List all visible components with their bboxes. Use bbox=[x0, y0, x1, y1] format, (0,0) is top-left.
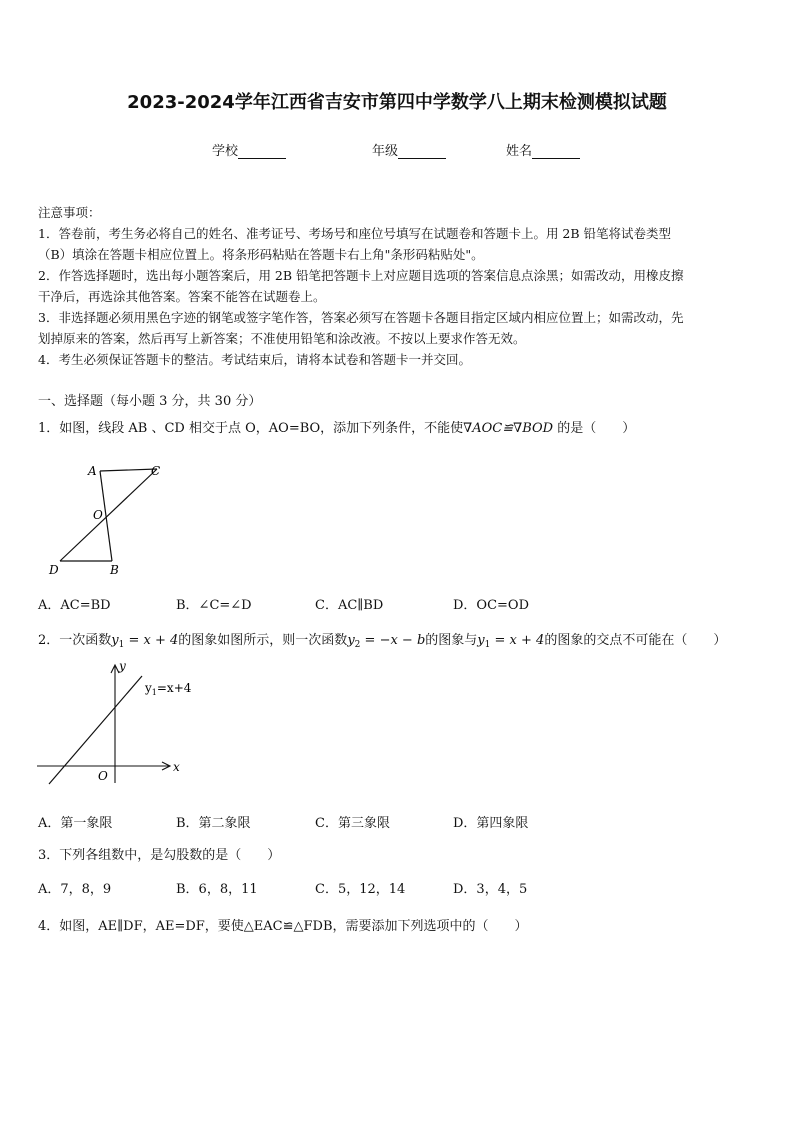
note-line: 4．考生必须保证答题卡的整洁。考试结束后，请将本试卷和答题卡一并交回。 bbox=[38, 352, 471, 367]
q2-math-3 bbox=[477, 633, 544, 648]
note-line: 1．答卷前，考生务必将自己的姓名、准考证号、考场号和座位号填写在试题卷和答题卡上。用 2B 铅笔将试卷类型 bbox=[38, 226, 672, 241]
q2-text-pre: 2．一次函数 bbox=[38, 633, 112, 648]
q2-math-3-sub: 1 bbox=[484, 640, 491, 650]
name-label: 姓名 bbox=[506, 144, 533, 159]
q2-math-2-rest: = −x − b bbox=[360, 633, 426, 648]
q2-math-2-sub: 2 bbox=[354, 640, 361, 650]
q1-figure bbox=[40, 458, 170, 583]
note-line: （B）填涂在答题卡相应位置上。将条形码粘贴在答题卡右上角"条形码粘贴处"。 bbox=[38, 247, 484, 262]
q2-option-a: A．第一象限 bbox=[38, 816, 113, 831]
name-blank bbox=[532, 145, 580, 159]
label-o: O bbox=[93, 508, 103, 522]
q1-math: ∇AOC≌∇BOD bbox=[463, 421, 554, 436]
note-line: 干净后，再选涂其他答案。答案不能答在试题卷上。 bbox=[38, 289, 326, 304]
q3-option-b: B．6，8，11 bbox=[176, 882, 258, 897]
axis-label-x: x bbox=[173, 760, 180, 774]
q1-text-post: 的是（ ） bbox=[553, 421, 636, 436]
name-field bbox=[506, 140, 580, 159]
label-a: A bbox=[88, 464, 97, 478]
line-label-var: y bbox=[145, 681, 152, 695]
section-heading: 一、选择题（每小题 3 分，共 30 分） bbox=[38, 394, 262, 409]
question-4: 4．如图，AE∥DF，AE=DF，要使△EAC≌△FDB，需要添加下列选项中的（ ） bbox=[38, 919, 528, 934]
q2-math-2 bbox=[347, 633, 425, 648]
note-line: 3．非选择题必须用黑色字迹的钢笔或签字笔作答，答案必须写在答题卡各题目指定区域内相应位置上；如需改动，先 bbox=[38, 310, 684, 325]
notes-heading: 注意事项： bbox=[38, 205, 101, 220]
q2-math-1-sub: 1 bbox=[118, 640, 125, 650]
q2-math-1-var: y bbox=[111, 633, 119, 648]
q2-text-mid2: 的图象与 bbox=[425, 633, 478, 648]
q1-option-a: A．AC=BD bbox=[38, 598, 111, 613]
label-b: B bbox=[110, 563, 119, 577]
grade-label: 年级 bbox=[372, 144, 399, 159]
q2-math-3-var: y bbox=[477, 633, 485, 648]
q2-option-d: D．第四象限 bbox=[453, 816, 529, 831]
q2-option-b: B．第二象限 bbox=[176, 816, 251, 831]
q2-math-1 bbox=[111, 633, 178, 648]
q1-text-pre: 1．如图，线段 AB 、CD 相交于点 O，AO=BO，添加下列条件，不能使 bbox=[38, 421, 464, 436]
q3-option-d: D．3，4，5 bbox=[453, 882, 528, 897]
note-line: 划掉原来的答案，然后再写上新答案；不准使用铅笔和涂改液。不按以上要求作答无效。 bbox=[38, 331, 526, 346]
label-c: C bbox=[151, 464, 161, 478]
q1-option-d: D．OC=OD bbox=[453, 598, 530, 613]
line-y1 bbox=[49, 676, 142, 784]
grade-blank bbox=[398, 145, 446, 159]
page-title: 2023-2024学年江西省吉安市第四中学数学八上期末检测模拟试题 bbox=[127, 92, 667, 113]
origin-label: O bbox=[98, 769, 108, 783]
line-label-rest: =x+4 bbox=[156, 681, 192, 695]
q2-math-2-var: y bbox=[347, 633, 355, 648]
q2-text-post: 的图象的交点不可能在（ ） bbox=[544, 633, 727, 648]
segment-cd bbox=[60, 469, 157, 561]
q2-figure bbox=[34, 656, 194, 786]
q2-option-c: C．第三象限 bbox=[315, 816, 390, 831]
line-label-sub: 1 bbox=[151, 688, 157, 697]
q2-text-mid: 的图象如图所示，则一次函数 bbox=[178, 633, 348, 648]
q2-math-1-rest: = x + 4 bbox=[124, 633, 179, 648]
segment-ac bbox=[100, 469, 157, 471]
axis-label-y: y bbox=[119, 659, 126, 673]
q2-math-3-rest: = x + 4 bbox=[490, 633, 545, 648]
q3-option-a: A．7，8，9 bbox=[38, 882, 112, 897]
q1-option-b: B．∠C=∠D bbox=[176, 598, 252, 613]
question-3: 3．下列各组数中，是勾股数的是（ ） bbox=[38, 848, 281, 863]
note-line: 2．作答选择题时，选出每小题答案后，用 2B 铅笔把答题卡上对应题目选项的答案信息点涂黑；如需改动，用橡皮擦 bbox=[38, 268, 684, 283]
q1-option-c: C．AC∥BD bbox=[315, 598, 384, 613]
school-field bbox=[212, 140, 286, 159]
grade-field bbox=[372, 140, 446, 159]
question-2 bbox=[38, 629, 726, 650]
school-label: 学校 bbox=[212, 144, 239, 159]
line-label bbox=[144, 681, 192, 697]
school-blank bbox=[238, 145, 286, 159]
q3-option-c: C．5，12，14 bbox=[315, 882, 406, 897]
label-d: D bbox=[49, 563, 59, 577]
question-1 bbox=[38, 417, 635, 436]
